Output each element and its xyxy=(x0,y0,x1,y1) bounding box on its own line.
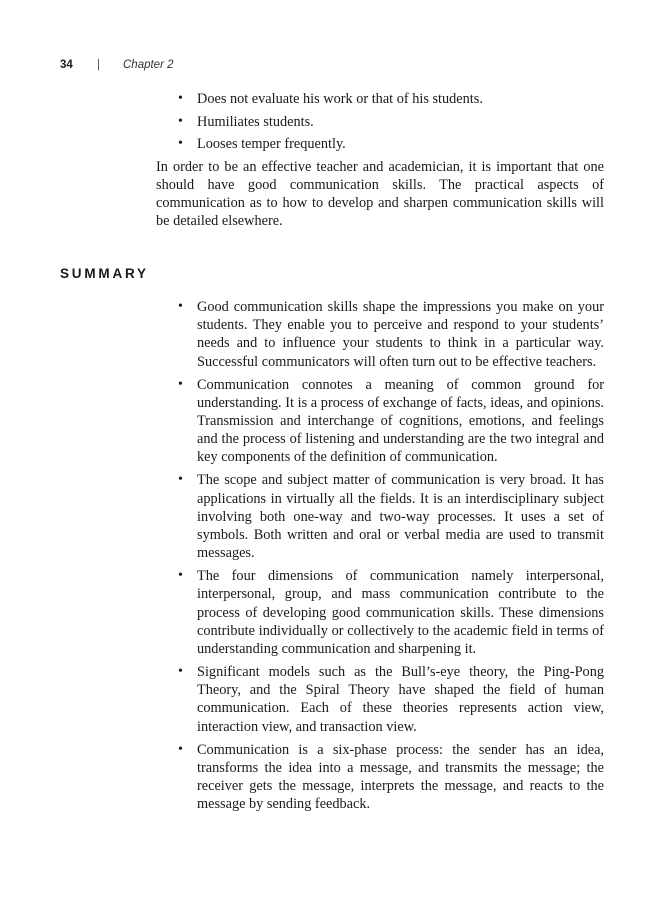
page-number: 34 xyxy=(60,59,73,71)
teacher-traits-list xyxy=(178,88,608,156)
chapter-label: Chapter 2 xyxy=(123,59,174,71)
body-paragraph: In order to be an effective teacher and academician, it is important that one should have good communication skills. The practical aspects of communication as to how to develop and sharpen communication skills will be detailed elsewhere. xyxy=(156,159,604,229)
running-header xyxy=(0,59,661,75)
summary-item: • Good communication skills shape the impressions you make on your students. They enable you to perceive and respond to your students’ needs and to influence your students to think in a particular way. Successful communicators will often turn out to be effective teachers. xyxy=(178,298,604,371)
summary-item: • Communication connotes a meaning of common ground for understanding. It is a process of exchange of facts, ideas, and opinions. Transmission and interchange of cognitions, emotions, and feelings and the process of listening and understanding are the two integral and key components of the definition of communication. xyxy=(178,376,604,467)
list-item: • Humiliates students. xyxy=(178,111,608,134)
list-item: • Looses temper frequently. xyxy=(178,133,608,156)
summary-item: • Significant models such as the Bull’s-eye theory, the Ping-Pong Theory, and the Spiral Theory have shaped the field of human communication. Each of these theories represents action view, interaction view, and transaction view. xyxy=(178,663,604,736)
summary-item: • Communication is a six-phase process: the sender has an idea, transforms the idea into a message, and transmits the message; the receiver gets the message, interprets the message, and reacts to the message by sending feedback. xyxy=(178,741,604,814)
summary-item: • The four dimensions of communication namely interpersonal, interpersonal, group, and mass communication contribute to the process of developing good communication skills. These dimensions contribute individually or collectively to the academic field in terms of understanding communication and sharpening it. xyxy=(178,567,604,658)
summary-list xyxy=(178,298,604,818)
summary-item: • The scope and subject matter of communication is very broad. It has applications in virtually all the fields. It is an interdisciplinary subject involving both one-way and two-way processes. It uses a set of symbols. Both written and oral or verbal media are used to transmit messages. xyxy=(178,471,604,562)
header-separator: | xyxy=(97,59,100,71)
summary-heading: SUMMARY xyxy=(60,266,149,281)
list-item: • Does not evaluate his work or that of his students. xyxy=(178,88,608,111)
